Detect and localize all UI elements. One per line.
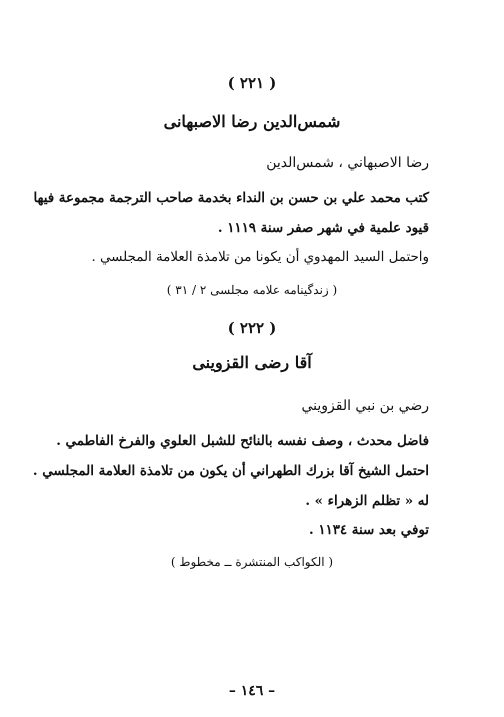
entry-text-line: واحتمل السيد المهدوي أن يكونا من تلامذة العلامة المجلسي . — [91, 250, 429, 265]
entry-heading: آقا رضى القزوينى — [192, 353, 312, 372]
entry-number: ( ٢٢٢ ) — [227, 319, 277, 337]
entry-text-line: كتب محمد علي بن حسن بن النداء بخدمة صاحب الترجمة مجموعة فيها — [33, 190, 429, 206]
entry-source: ( الكواكب المنتشرة ــ مخطوط ) — [170, 555, 334, 569]
entry-text-line: احتمل الشيخ آقا بزرك الطهراني أن يكون من تلامذة العلامة المجلسي . — [32, 463, 429, 479]
entry-text-line: له « تظلم الزهراء » . — [305, 493, 429, 509]
page-number: – ١٤٦ – — [228, 683, 276, 699]
entry-text-line: توفي بعد سنة ١١٣٤ . — [309, 522, 429, 538]
entry-text-line: قيود علمية في شهر صفر سنة ١١١٩ . — [217, 220, 429, 236]
entry-name-line: رضي بن نبي القزويني — [301, 398, 429, 414]
entry-source: ( زندگينامه علامه مجلسى ٢ / ٣١ ) — [166, 283, 338, 297]
entry-heading: شمس‌الدين رضا الاصبهانى — [163, 112, 341, 131]
entry-text-line: فاضل محدث ، وصف نفسه بالنائح للشبل العلوي والفرخ الفاطمي . — [56, 433, 429, 449]
entry-number: ( ٢٢١ ) — [227, 74, 277, 92]
entry-name-line: رضا الاصبهاني ، شمس‌الدين — [266, 155, 429, 171]
